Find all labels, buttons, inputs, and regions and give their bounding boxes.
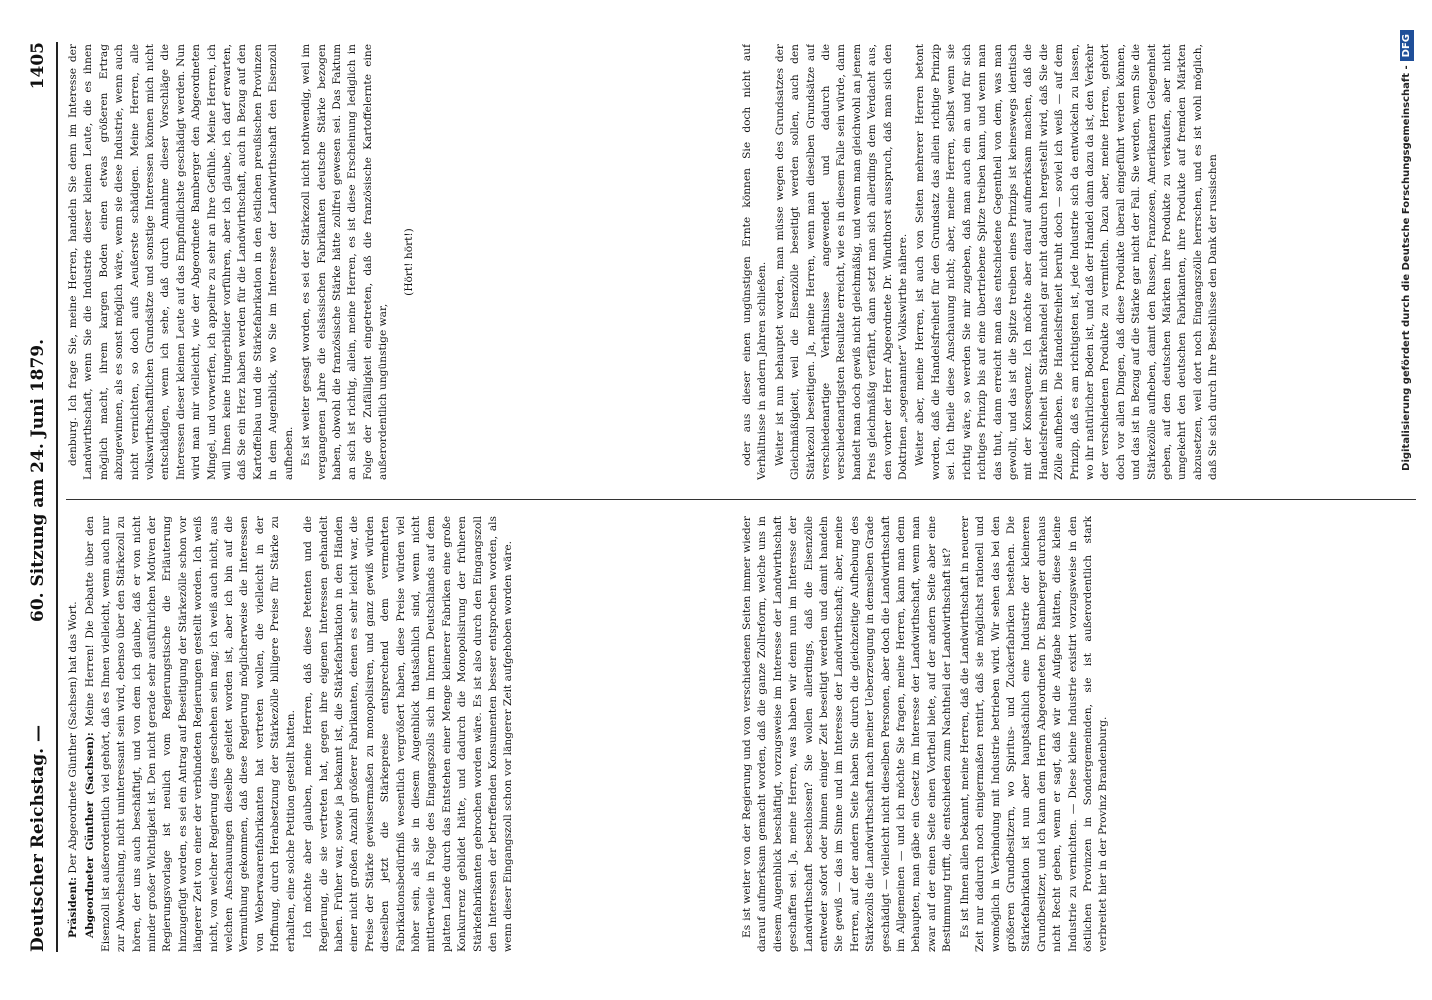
right-column-top — [66, 44, 726, 480]
paragraph — [740, 516, 956, 952]
paragraph — [66, 44, 297, 480]
digitization-credit — [1392, 20, 1422, 980]
paragraph-text: Es ist Ihnen allen bekannt, meine Herren, daß die Landwirthschaft in neuerer Zeit nur dadurch noch einigermaßen rentirt, daß sie möglichst rationell und womöglich in Verbindung mit Industrie betrieben wird. Wir sehen das bei den größeren Grundbesitzern, wo Spiritus- und Zuckerfabriken bestehen. Die Stärkefabrikation ist nun aber hauptsächlich eine Industrie der kleineren Grundbesitzer, und ich kann dem Herrn Abgeordneten Dr. Bamberger durchaus nicht Recht geben, wenn er sagt, daß wir die Aufgabe hätten, diese kleine Industrie zu vernichten. — Diese kleine Industrie existirt vorzugsweise in den östlichen Provinzen in Sondergemeinden, sie ist außerordentlich stark verbreitet hier in der Provinz Brandenburg. — [958, 516, 1110, 952]
paragraph — [299, 44, 391, 480]
paragraph-text: Es ist weiter gesagt worden, es sei der Stärkezoll nicht nothwendig, weil im vergangenen Jahre die elsässischen Fabrikanten deutsche Stärke bezogen haben, obwohl die französische Stärke hätte zollfrei gewesen sei. Das Faktum an sich ist richtig, allein, meine Herren, es ist diese Erscheinung lediglich in Folge der Zufälligkeit eingetreten, daß die französische Kartoffelernte eine außerordentlich ungünstige war, — [300, 44, 390, 480]
left-column-top — [66, 516, 726, 952]
paragraph-text: denburg. Ich frage Sie, meine Herren, handeln Sie denn im Interesse der Landwirthschaft, wenn Sie die Industrie dieser kleinen Leute, die es ihnen möglich macht, ihrem kargen Boden einen etwas größeren Ertrag abzugewinnen, als es sonst möglich wäre, wenn sie diese Industrie, wenn auch nicht vernichten, so doch aufs Aeußerste schädigen. Meine Herren, alle volkswirthschaftlichen Grundsätze und sonstige Interessen können mich nicht entschädigen, wenn ich sehe, daß durch Annahme dieser Vorschläge die Interessen dieser kleinen Leute auf das Empfindlichste geschädigt werden. Nun wird man mir vielleicht, wie der Abgeordnete Bamberger den Abgeordneten Mingel, und vorwerfen, ich appelire zu sehr an Ihre Gefühle. Meine Herren, ich will Ihnen keine Hungerbilder vorführen, aber ich glaube, ich darf erwarten, daß Sie ein Herz haben werden für die Landwirthschaft, auch in Bezug auf den Kartoffelbau und die Stärkefabrikation in den östlichen preußischen Provinzen in dem Augenblick, wo Sie im Interesse der Landwirthschaft den Eisenzoll aufheben. — [67, 44, 295, 480]
paragraph-text: Es ist weiter von der Regierung und von verschiedenen Seiten immer wieder darauf aufmerksam gemacht worden, daß die ganze Zollreform, welche uns in diesem Augenblick beschäftigt, vorzugsweise im Interesse der Landwirthschaft geschaffen sei. Ja, meine Herren, was haben wir denn nun im Interesse der Landwirthschaft beschlossen? Sie wollen allerdings, daß die Eisenzölle entweder sofort oder binnen einiger Zeit beseitigt werden und damit handeln Sie gewiß — das im Sinne und im Interesse der Landwirthschaft; aber, meine Herren, auf der andern Seite haben Sie durch die gleichzeitige Aufhebung des Stärkezolls die Landwirthschaft nach meiner Ueberzeugung in demselben Grade geschädigt — vielleicht nicht dieselben Personen, aber doch die Landwirthschaft im Allgemeinen — und ich möchte Sie fragen, meine Herren, kann man denn behaupten, man gäbe ein Gesetz im Interesse der Landwirthschaft, wenn man zwar auf der einen Seite einen Vortheil biete, auf der andern Seite aber eine Bestimmung trifft, die entschieden zum Nachtheil der Landwirthschaft ist? — [741, 516, 954, 952]
paragraph-text: Der Abgeordnete Günther (Sachsen) hat das Wort. — [67, 601, 79, 874]
page-number: 1405 — [28, 42, 48, 90]
speaker-label: Präsident: — [67, 876, 79, 938]
paragraph-text: oder aus dieser einen ungünstigen Ernte können Sie doch nicht auf Verhältnisse in andern Jahren schließen. — [741, 44, 769, 480]
paragraph — [301, 516, 517, 952]
paragraph — [740, 44, 771, 480]
paragraph-text: Weiter ist nun behauptet worden, man müsse wegen des Grundsatzes der Gleichmäßigkeit, weil die Eisenzölle beseitigt werden sollen, auch den Stärkezoll beseitigen. Ja, meine Herren, wenn man dieselben Grundsätze auf verschiedenartige Verhältnisse angewendet und dadurch die verschiedenartigsten Resultate erreicht, wie es in diesem Falle sein würde, dann handelt man doch gewiß nicht gleichmäßig, und wenn man gleichwohl an jenem Preis gleichmäßig verfährt, dann setzt man sich allerdings dem Verdacht aus, den vorher der Herr Abgeordnete Dr. Windthorst ausspruch, daß man sich den Doktrinen „sogenannter“ Volkswirthe nähere. — [773, 44, 910, 480]
right-column-top-paragraphs — [66, 44, 392, 480]
paragraph — [66, 516, 81, 952]
paragraph-text: Ich möchte aber glauben, meine Herren, daß diese Petenten und die Regierung, die sie vertreten hat, gegen ihre eigenen Interessen gehandelt haben. Früher war, sowie ja bekannt ist, die Stärkefabrikation in den Händen einer nicht großen Anzahl größerer Fabrikanten, denen es sehr leicht war, die Preise der Stärke gewissermaßen zu monopolisiren, und ganz gewiß würden dieselben jetzt die Stärkepreise entsprechend dem vermehrten Fabrikationsbedürfniß wesentlich vergrößert haben, diese Preise würden viel höher sein, als sie in diesem Augenblick thatsächlich sind, wenn nicht mittlerweile in Folge des Eingangszolls sich im Innern Deutschlands auf dem platten Lande durch das Entstehen einer Menge kleinerer Fabriken eine große Konkurrenz gebildet hätte, und dadurch die Monopolisirung der früheren Stärkefabrikanten gebrochen worden wäre. Es ist also durch den Eingangszoll den Interessen der betreffenden Konsumenten besser entsprochen worden, als wenn dieser Eingangszoll schon vor längerer Zeit aufgehoben worden wäre. — [302, 516, 515, 952]
paragraph — [958, 516, 1112, 952]
paragraph-text: Meine Herren! Die Debatte über den Eisenzoll ist außerordentlich viel gehört, daß es Ihnen vielleicht, wenn auch nur zur Abwechselung, nicht uninteressant sein wird, ebenso über den Stärkezoll zu hören, der uns auch beschäftigt, und von dem ich glaube, daß er von nicht minder großer Wichtigkeit ist. Den nicht gerade sehr ausführlichen Motiven der Regierungsvorlage ist neulich vom Regierungstische die Erläuterung hinzugefügt worden, es sei ein Antrag auf Beseitigung der Stärkezölle schon vor längerer Zeit von einer der verbündeten Regierungen gestellt worden. Ich weiß nicht, von welcher Regierung dies geschehen sein mag; ich weiß auch nicht, aus welchen Anschauungen dieselbe geleitet worden ist, aber ich bin auf die Vermuthung gekommen, daß diese Regierung möglicherweise die Interessen von Weberwaarenfabrikanten hat vertreten wollen, die vielleicht in der Hoffnung, durch Herabsetzung der Stärkezölle billigere Preise für Stärke zu erhalten, eine solche Petition gestellt hatten. — [84, 516, 297, 952]
header-session: 60. Sitzung am 24. Juni 1879. — [28, 338, 48, 622]
right-column-bottom — [740, 44, 1420, 480]
paragraph — [773, 44, 912, 480]
column-divider — [66, 499, 1416, 500]
left-column-bottom — [740, 516, 1420, 952]
header-title: Deutscher Reichstag. — — [28, 724, 48, 952]
dfg-logo: DFG — [1400, 30, 1414, 61]
credit-text: Digitalisierung gefördert durch die Deutsche Forschungsgemeinschaft - — [1401, 65, 1412, 471]
paragraph — [83, 516, 299, 952]
interjection: (Hört! hört!) — [402, 228, 415, 296]
paragraph-text: Weiter aber, meine Herren, ist auch von Seiten mehrerer Herren betont worden, daß die Handelsfreiheit für den Grundsatz das allein richtige Prinzip sei. Ich theile diese Anschauung nicht; aber, meine Herren, selbst wenn sie richtig wäre, so werden Sie mir zugeben, daß man auch ein an und für sich richtiges Prinzip bis auf eine übertriebene Spitze treiben kann, und wenn man das thut, dann erreicht man das entschiedene Gegentheil von dem, was man gewollt, und das ist die Spitze treiben eines Prinzips ist keineswegs identisch mit der Konsequenz. Ich möchte aber darauf aufmerksam machen, daß die Handelsfreiheit im Stärkehandel gar nicht dadurch hergestellt wird, daß Sie die Zölle aufheben. Die Handelsfreiheit beruht doch — soviel ich weiß — auf dem Prinzip, daß es am richtigsten ist, jede Industrie sich da entwickeln zu lassen, wo ihr natürlicher Boden ist, und daß der Handel dann dazu da ist, den Verkehr der verschiedenen Produkte zu vermitteln. Dazu aber, meine Herren, gehört doch vor allen Dingen, daß diese Produkte überall eingeführt werden können, und das ist in Bezug auf die Stärke gar nicht der Fall. Sie werden, wenn Sie die Stärkezölle aufheben, damit den Russen, Franzosen, Amerikanern Gelegenheit geben, auf den deutschen Märkten ihre Produkte zu verkaufen, aber nicht umgekehrt den deutschen Fabrikanten, ihre Produkte auf fremden Märkten abzusetzen, weil dort noch Eingangszölle herrschen, und es ist wohl möglich, daß Sie sich durch Ihre Beschlüsse den Dank der russischen — [914, 44, 1220, 480]
page-header — [22, 42, 58, 952]
paragraph — [913, 44, 1221, 480]
speaker-label: Abgeordneter Günther (Sachsen): — [84, 732, 97, 938]
